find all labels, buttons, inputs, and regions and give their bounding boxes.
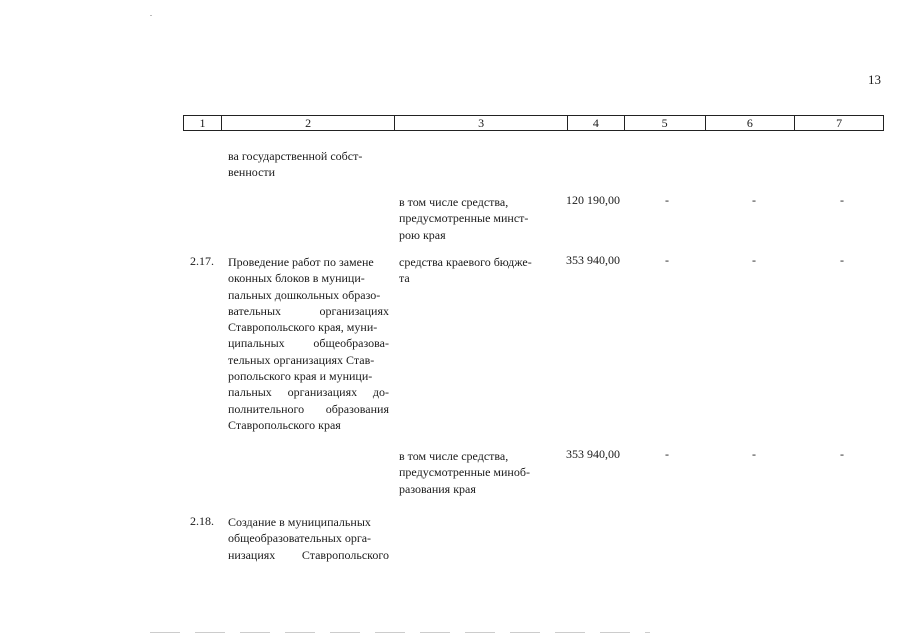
row-2-17-source xyxy=(399,254,540,287)
description-line: пальных дошкольных образо- xyxy=(228,287,381,302)
row-cont-sub-col7: - xyxy=(840,193,844,207)
row-cont-sub-col6: - xyxy=(752,193,756,207)
description-line: Ставропольского края xyxy=(228,417,341,432)
description-line: Проведение работ по замене xyxy=(228,255,374,269)
row-2-17-description xyxy=(228,254,389,433)
description-line: вательных организациях xyxy=(228,303,389,318)
source-line: предусмотренные минст- xyxy=(399,211,529,226)
row-2-17-col5: - xyxy=(665,253,669,267)
description-line: оконных блоков в муници- xyxy=(228,271,365,286)
row-2-17-amount: 353 940,00 xyxy=(566,253,620,267)
header-col-1: 1 xyxy=(184,116,222,130)
row-2-17-sub-col7: - xyxy=(840,447,844,461)
description-line: венности xyxy=(228,165,276,180)
row-2-17-number: 2.17. xyxy=(190,254,214,268)
source-line: предусмотренные миноб- xyxy=(399,465,530,480)
source-line: рою края xyxy=(399,227,446,242)
description-line: Ставропольского края, муни- xyxy=(228,320,378,335)
row-2-17-col6: - xyxy=(752,253,756,267)
source-line: разования края xyxy=(399,481,476,496)
row-2-17-sub-source xyxy=(399,448,540,497)
header-col-2: 2 xyxy=(222,116,396,130)
row-cont-sub-col5: - xyxy=(665,193,669,207)
header-col-4: 4 xyxy=(568,116,625,130)
row-cont-sub-source xyxy=(399,194,540,243)
description-line: пальных организациях до- xyxy=(228,385,389,400)
header-col-6: 6 xyxy=(706,116,796,130)
header-col-7: 7 xyxy=(836,116,843,130)
description-line: ципальных общеобразова- xyxy=(228,336,389,351)
row-cont-sub-amount: 120 190,00 xyxy=(566,193,620,207)
row-2-17-col7: - xyxy=(840,253,844,267)
description-line: общеобразовательных орга- xyxy=(228,531,372,546)
source-line: в том числе средства, xyxy=(399,195,509,209)
description-line: низациях Ставропольского xyxy=(228,547,389,562)
row-2-17-sub-col5: - xyxy=(665,447,669,461)
row-2-17-sub-amount: 353 940,00 xyxy=(566,447,620,461)
row-2-18-number: 2.18. xyxy=(190,514,214,528)
scan-artifact-bottom xyxy=(150,632,650,633)
source-line: в том числе средства, xyxy=(399,449,509,463)
row-2-18-description xyxy=(228,514,389,563)
description-line: ропольского края и муници- xyxy=(228,369,373,384)
description-line: тельных организациях Став- xyxy=(228,352,375,367)
header-col-5: 5 xyxy=(625,116,706,130)
page-number: 13 xyxy=(868,72,881,87)
row-2-17-sub-col6: - xyxy=(752,447,756,461)
description-line: Создание в муниципальных xyxy=(228,515,371,529)
table-header-row xyxy=(183,115,884,131)
header-col-3: 3 xyxy=(395,116,568,130)
row-cont-description xyxy=(228,148,389,181)
description-line: полнительного образования xyxy=(228,401,389,416)
source-line: средства краевого бюдже- xyxy=(399,255,532,269)
scan-artifact-top xyxy=(150,15,152,16)
source-line: та xyxy=(399,271,410,286)
description-line: ва государственной собст- xyxy=(228,149,363,163)
